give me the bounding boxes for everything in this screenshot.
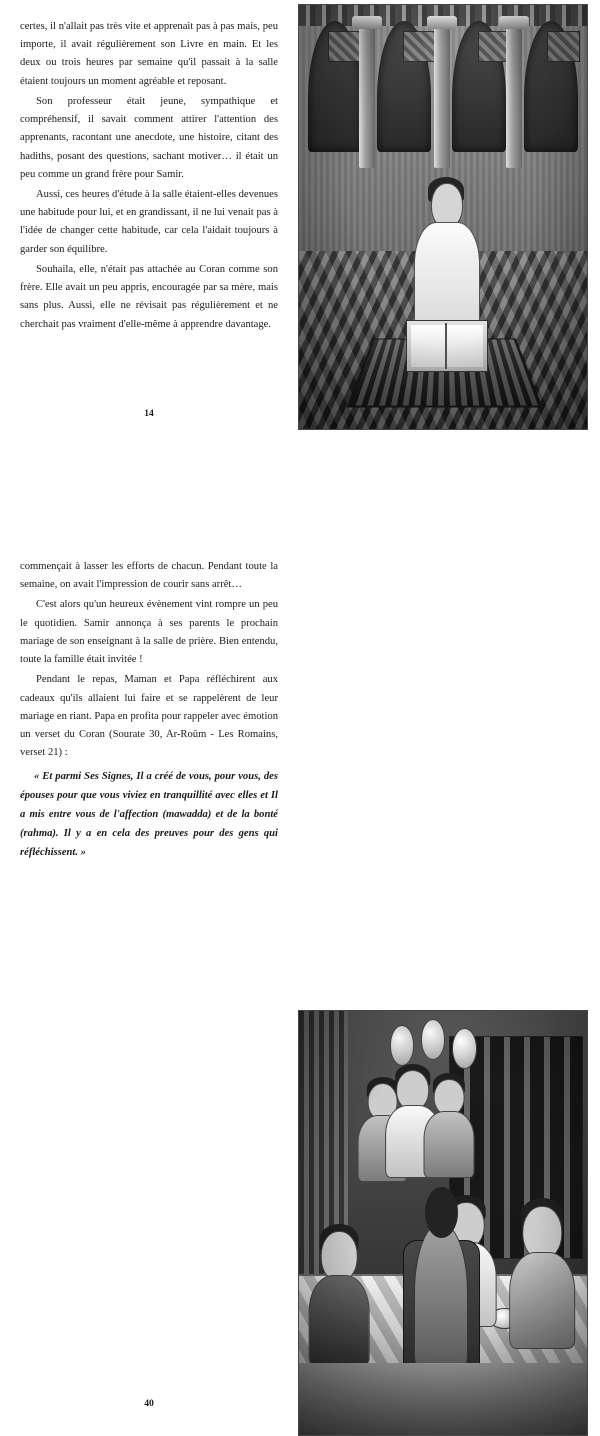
book-page-40 — [0, 490, 600, 1409]
paragraph: Pendant le repas, Maman et Papa réfléchirent aux cadeaux qu'ils allaient lui faire et se rappelèrent de leur mariage en riant. Papa en profita pour rappeler avec émotion un verset du Coran (Sourate 30, Ar-Roûm - Les Romains, verset 21) : — [20, 674, 278, 759]
vignette-overlay — [299, 1011, 587, 1435]
paragraph: Son professeur était jeune, sympathique et compréhensif, il savait comment attirer l'attention des apprenants, racontant une anecdote, une histoire, citant des hadiths, posant des questions, sachant motiver… il était un peu comme un grand frère pour Samir. — [20, 95, 278, 180]
text-column-page-14 — [20, 18, 278, 336]
book-page-14 — [0, 0, 600, 470]
illustration-boy-reading-quran-in-mosque — [298, 4, 588, 430]
page-number: 14 — [144, 408, 154, 419]
quran-verse-quote: « Et parmi Ses Signes, Il a créé de vous, pour vous, des épouses pour que vous viviez en tranquillité avec elles et Il a mis entre vous de l'affection (mawadda) et de la bonté (rahma). Il y a en cela des preuves pour des gens qui réfléchissent. » — [20, 771, 278, 858]
vignette-overlay — [299, 5, 587, 429]
text-column-page-40 — [20, 558, 278, 863]
page-number: 40 — [144, 1398, 154, 1409]
paragraph: commençait à lasser les efforts de chacun. Pendant toute la semaine, on avait l'impression de courir sans arrêt… — [20, 561, 278, 591]
paragraph: C'est alors qu'un heureux évènement vint rompre un peu le quotidien. Samir annonça à ses parents le prochain mariage de son enseignant à la salle de prière. Bien entendu, toute la famille était invitée ! — [20, 599, 278, 666]
illustration-family-dinner-celebration — [298, 1010, 588, 1436]
paragraph: certes, il n'allait pas très vite et apprenait pas à pas mais, peu importe, il avait régulièrement son Livre en main. Et les deux ou trois heures par semaine qu'il passait à la salle étaient toujours un moment agréable et reposant. — [20, 21, 278, 87]
paragraph: Souhaila, elle, n'était pas attachée au Coran comme son frère. Elle avait un peu appris, encouragée par sa mère, mais sans plus. Aussi, elle ne révisait pas régulièrement et ne cherchait pas vraiment d'elle-même à apprendre davantage. — [20, 263, 278, 330]
paragraph: Aussi, ces heures d'étude à la salle étaient-elles devenues une habitude pour lui, et en grandissant, il ne lui venait pas à l'idée de changer cette habitude, car cela l'aidait toujours à garder son équilibre. — [20, 188, 278, 255]
